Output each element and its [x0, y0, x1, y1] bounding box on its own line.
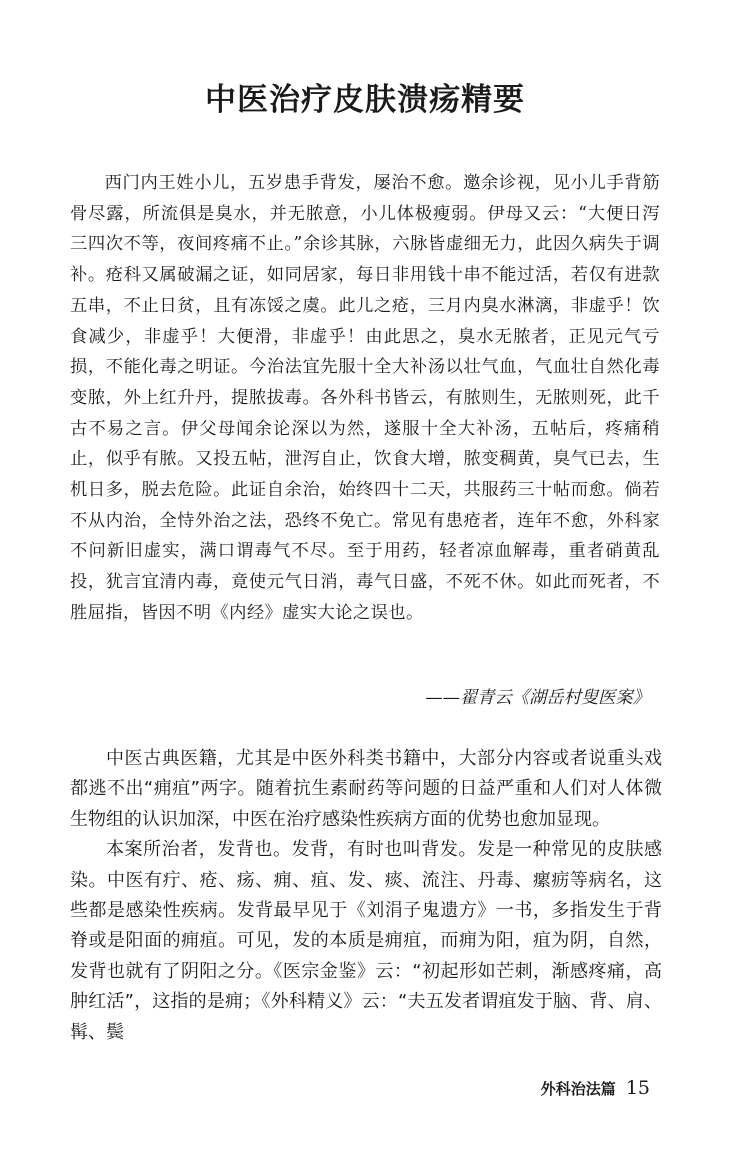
commentary-paragraph-1: 中医古典医籍，尤其是中医外科类书籍中，大部分内容或者说重头戏都逃不出“痈疽”两字。随着抗生素耐药等问题的日益严重和人们对人体微生物组的认识加深，中医在治疗感染性疾病方面的优势也愈加显现。: [70, 748, 662, 830]
commentary-section: [70, 744, 662, 1048]
page-number: 15: [625, 1077, 650, 1099]
section-name: 外科治法篇: [540, 1080, 616, 1098]
case-record-text: 西门内王姓小儿，五岁患手背发，屡治不愈。邀余诊视，见小儿手背筋骨尽露，所流俱是臭水，并无脓意，小儿体极瘦弱。伊母又云：“大便日泻三四次不等，夜间疼痛不止。”余诊其脉，六脉皆虚细无力，此因久病失于调补。疮科又属破漏之证，如同居家，每日非用钱十串不能过活，若仅有进款五串，不止日贫，且有冻馁之虞。此儿之疮，三月内臭水淋漓，非虚乎！饮食减少，非虚乎！大便滑，非虚乎！由此思之，臭水无脓者，正见元气亏损，不能化毒之明证。今治法宜先服十全大补汤以壮气血，气血壮自然化毒变脓，外上红升丹，提脓拔毒。各外科书皆云，有脓则生，无脓则死，此千古不易之言。伊父母闻余论深以为然，遂服十全大补汤，五帖后，疼痛稍止，似乎有脓。又投五帖，泄泻自止，饮食大增，脓变稠黄，臭气已去，生机日多，脱去危险。此证自余治，始终四十二天，共服药三十帖而愈。倘若不从内治，全恃外治之法，恐终不免亡。常见有患疮者，连年不愈，外科家不问新旧虚实，满口谓毒气不尽。至于用药，轻者凉血解毒，重者硝黄乱投，犹言宜清内毒，竟使元气日消，毒气日盛，不死不休。如此而死者，不胜屈指，皆因不明《内经》虚实大论之误也。: [70, 173, 660, 623]
page-title: 中医治疗皮肤溃疡精要: [205, 82, 525, 118]
quote-attribution: ——翟青云《湖岳村叟医案》: [425, 688, 650, 708]
commentary-paragraph-2: 本案所治者，发背也。发背，有时也叫背发。发是一种常见的皮肤感染。中医有疔、疮、疡、痈、疽、发、痰、流注、丹毒、瘰疬等病名，这些都是感染性疾病。发背最早见于《刘涓子鬼遗方》一书，多指发生于背脊或是阳面的痈疽。可见，发的本质是痈疽，而痈为阳，疽为阴，自然，发背也就有了阴阳之分。《医宗金鉴》云：“初起形如芒刺，渐感疼痛，高肿红活”，这指的是痈；《外科精义》云：“夫五发者谓疽发于脑、背、肩、髯、鬓: [70, 839, 662, 1043]
page-footer: [541, 1077, 650, 1099]
